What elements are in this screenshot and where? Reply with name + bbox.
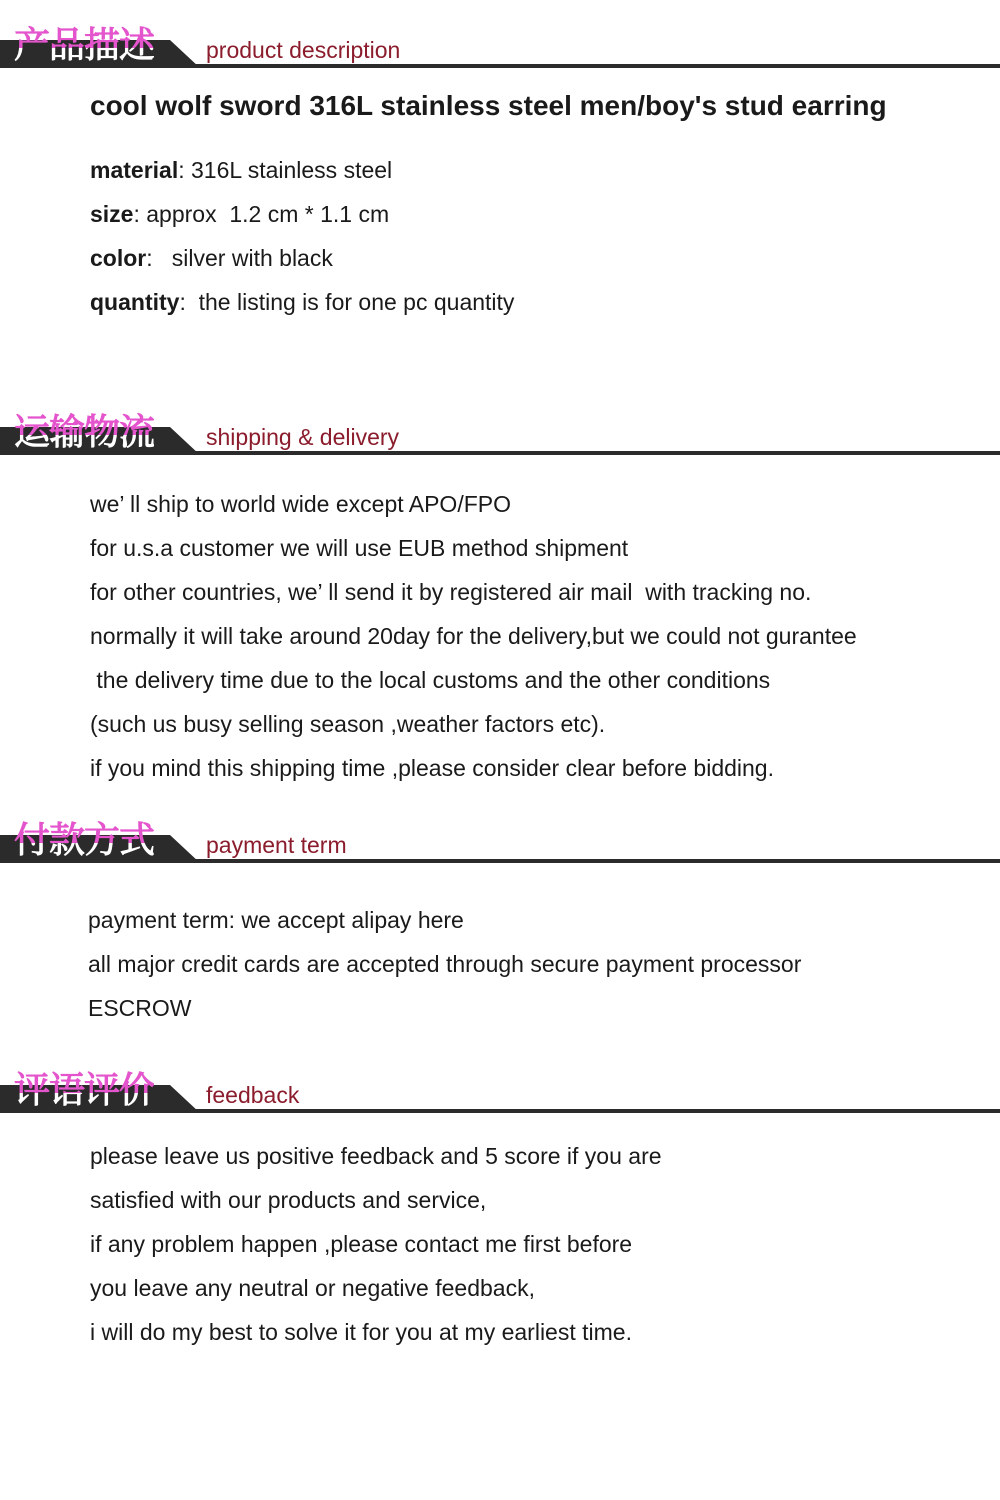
- paragraph-line: if any problem happen ,please contact me first before: [90, 1231, 633, 1257]
- paragraph-line: for u.s.a customer we will use EUB method shipment: [90, 535, 629, 561]
- paragraph-line: for other countries, we’ ll send it by registered air mail with tracking no.: [90, 579, 812, 605]
- section-header-product: [0, 8, 1000, 68]
- section-title-cn: 产品描述: [14, 25, 155, 66]
- paragraph-line: if you mind this shipping time ,please consider clear before bidding.: [90, 755, 774, 781]
- spec-value: : the listing is for one pc quantity: [179, 289, 515, 315]
- spec-label: material: [90, 157, 179, 183]
- spec-row-material: [90, 148, 514, 192]
- paragraph-line: you leave any neutral or negative feedback,: [90, 1275, 535, 1301]
- section-header-payment: [0, 803, 1000, 863]
- paragraph-line: all major credit cards are accepted through secure payment processor: [88, 951, 802, 977]
- spec-row-color: [90, 236, 514, 280]
- shipping-text: [90, 482, 857, 790]
- product-title: cool wolf sword 316L stainless steel men/boy's stud earring: [90, 90, 887, 121]
- section-title-en: feedback: [206, 1082, 300, 1108]
- section-title-cn: 运输物流: [14, 412, 155, 453]
- spec-value: : silver with black: [146, 245, 333, 271]
- section-title-en: shipping & delivery: [206, 424, 400, 450]
- section-title-en: payment term: [206, 832, 347, 858]
- paragraph-line: satisfied with our products and service,: [90, 1187, 487, 1213]
- spec-row-quantity: [90, 280, 514, 324]
- payment-text: [88, 898, 801, 1030]
- paragraph-line: the delivery time due to the local customs and the other conditions: [90, 667, 771, 693]
- spec-row-size: [90, 192, 514, 236]
- spec-value: : 316L stainless steel: [178, 157, 393, 183]
- product-specs: [90, 148, 514, 324]
- feedback-text: [90, 1134, 662, 1354]
- paragraph-line: ESCROW: [88, 995, 192, 1021]
- spec-label: color: [90, 245, 147, 271]
- section-header-feedback: [0, 1053, 1000, 1113]
- section-title-cn: 付款方式: [14, 820, 155, 861]
- spec-label: size: [90, 201, 134, 227]
- section-title-en: product description: [206, 37, 401, 63]
- paragraph-line: normally it will take around 20day for the delivery,but we could not gurantee: [90, 623, 857, 649]
- spec-value: : approx 1.2 cm * 1.1 cm: [133, 201, 390, 227]
- paragraph-line: payment term: we accept alipay here: [88, 907, 464, 933]
- paragraph-line: (such us busy selling season ,weather factors etc).: [90, 711, 606, 737]
- section-title-cn: 评语评价: [14, 1070, 155, 1111]
- section-header-shipping: [0, 395, 1000, 455]
- paragraph-line: i will do my best to solve it for you at my earliest time.: [90, 1319, 632, 1345]
- paragraph-line: please leave us positive feedback and 5 score if you are: [90, 1143, 662, 1169]
- spec-label: quantity: [90, 289, 180, 315]
- paragraph-line: we’ ll ship to world wide except APO/FPO: [90, 491, 511, 517]
